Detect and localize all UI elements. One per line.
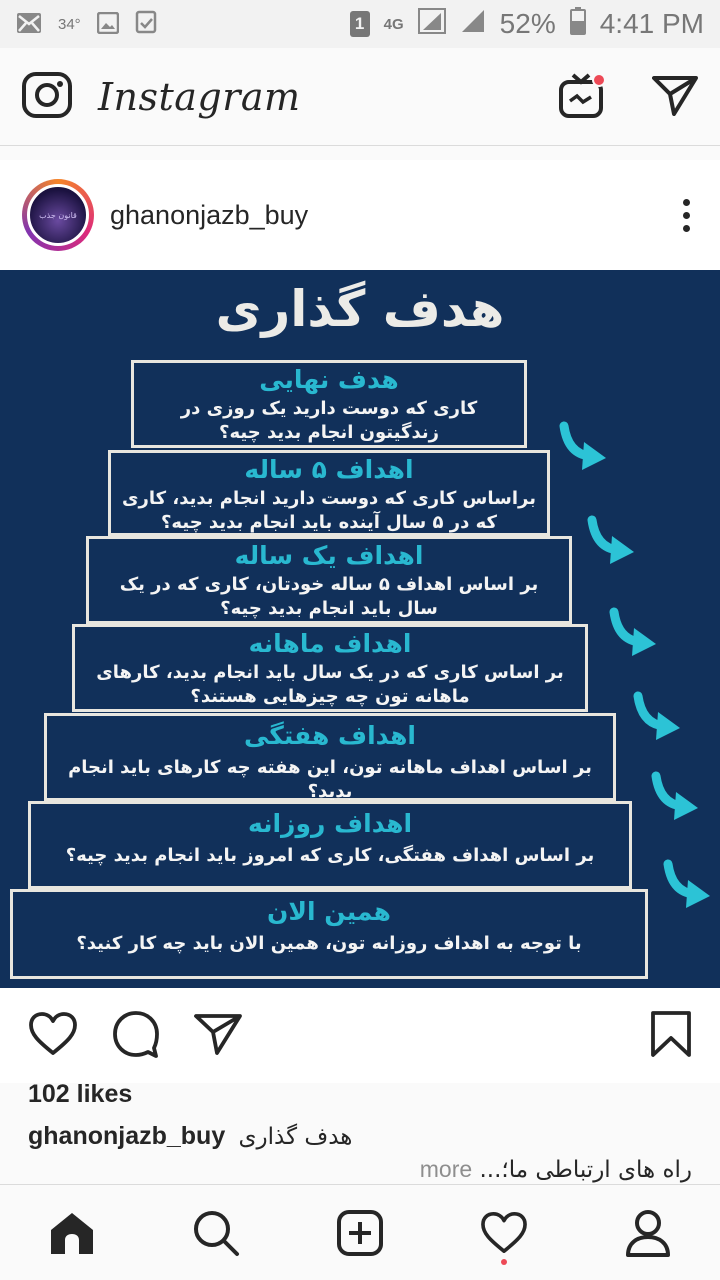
battery-percent: 52% <box>499 8 556 39</box>
search-icon <box>192 1209 240 1257</box>
clock: 4:41 PM <box>599 8 704 39</box>
activity-notification-dot <box>501 1259 507 1265</box>
gallery-icon <box>97 8 119 41</box>
notification-dot <box>592 73 606 87</box>
more-link[interactable]: more <box>419 1156 473 1182</box>
temperature: 34° <box>58 15 81 33</box>
clipboard-check-icon <box>135 8 157 41</box>
curved-arrow-icon <box>606 606 662 662</box>
igtv-icon[interactable] <box>558 71 604 123</box>
curved-arrow-icon <box>660 858 716 914</box>
step-title: اهداف هفتگی <box>243 721 417 750</box>
step-title: اهداف یک ساله <box>234 541 424 570</box>
step-five-year <box>108 450 550 536</box>
caption <box>28 1122 692 1151</box>
signal-icon <box>418 8 446 41</box>
step-final-goal <box>131 360 527 448</box>
step-description: بر اساس اهداف هفتگی، کاری که امروز باید انجام بدید چیه؟ <box>65 845 595 866</box>
status-bar <box>0 0 720 48</box>
message-icon <box>16 8 42 41</box>
step-monthly <box>72 624 588 712</box>
bottom-nav <box>0 1184 720 1280</box>
step-title: هدف نهایی <box>259 365 399 394</box>
camera-icon[interactable] <box>22 72 72 122</box>
step-weekly <box>44 713 616 801</box>
curved-arrow-icon <box>556 420 612 476</box>
likes-count[interactable]: 102 likes <box>28 1080 133 1108</box>
caption-username[interactable]: ghanonjazb_buy <box>28 1122 226 1150</box>
nav-profile[interactable] <box>618 1203 678 1263</box>
comment-icon[interactable] <box>112 1010 160 1062</box>
app-header <box>0 48 720 146</box>
share-icon[interactable] <box>194 1012 242 1060</box>
caption-preview <box>420 1156 692 1183</box>
avatar-image: قانون جذب <box>27 184 89 246</box>
image-title: هدف گذاری <box>215 280 505 338</box>
like-heart-icon[interactable] <box>28 1011 78 1061</box>
caption-line2: راه های ارتباطی ما؛... <box>479 1157 692 1183</box>
nav-new-post[interactable] <box>330 1203 390 1263</box>
new-post-icon <box>336 1209 384 1257</box>
avatar[interactable] <box>22 179 94 251</box>
signal-strength-icon <box>460 8 486 41</box>
curved-arrow-icon <box>648 770 704 826</box>
curved-arrow-icon <box>584 514 640 570</box>
step-one-year <box>86 536 572 624</box>
bookmark-icon[interactable] <box>650 1010 692 1062</box>
curved-arrow-icon <box>630 690 686 746</box>
network-type: 4G <box>383 15 404 33</box>
step-title: اهداف روزانه <box>247 809 413 838</box>
caption-text: هدف گذاری <box>238 1124 353 1150</box>
sim-icon: 1 <box>350 11 370 37</box>
nav-search[interactable] <box>186 1203 246 1263</box>
app-logo: Instagram <box>98 74 301 119</box>
step-description: با توجه به اهداف روزانه تون، همین الان باید چه کار کنید؟ <box>76 933 582 954</box>
step-title: اهداف ۵ ساله <box>244 455 414 484</box>
direct-message-icon[interactable] <box>652 74 698 120</box>
nav-home[interactable] <box>42 1203 102 1263</box>
post-username[interactable]: ghanonjazb_buy <box>110 199 309 230</box>
more-options-icon[interactable] <box>674 199 698 232</box>
step-description: براساس کاری که دوست دارید انجام بدید، کاری که در ۵ سال آینده باید انجام بدید چیه؟ <box>122 488 536 533</box>
step-description: بر اساس کاری که در یک سال باید انجام بدید، کارهای ماهانه تون چه چیزهایی هستند؟ <box>96 662 564 707</box>
post-actions <box>0 988 720 1083</box>
home-icon <box>48 1210 96 1256</box>
post-image[interactable] <box>0 270 720 988</box>
nav-activity[interactable] <box>474 1203 534 1263</box>
activity-icon <box>480 1211 528 1255</box>
post-header <box>0 160 720 270</box>
battery-icon <box>570 7 586 42</box>
step-description: بر اساس اهداف ماهانه تون، این هفته چه کارهای باید انجام بدید؟ <box>68 757 592 802</box>
step-title: همین الان <box>266 897 392 926</box>
step-daily <box>28 801 632 889</box>
step-description: بر اساس اهداف ۵ ساله خودتان، کاری که در یک سال باید انجام بدید چیه؟ <box>119 574 539 619</box>
step-title: اهداف ماهانه <box>248 629 412 658</box>
profile-icon <box>625 1209 671 1257</box>
step-description: کاری که دوست دارید یک روزی در زندگیتون انجام بدید چیه؟ <box>180 398 478 443</box>
step-right-now <box>10 889 648 979</box>
